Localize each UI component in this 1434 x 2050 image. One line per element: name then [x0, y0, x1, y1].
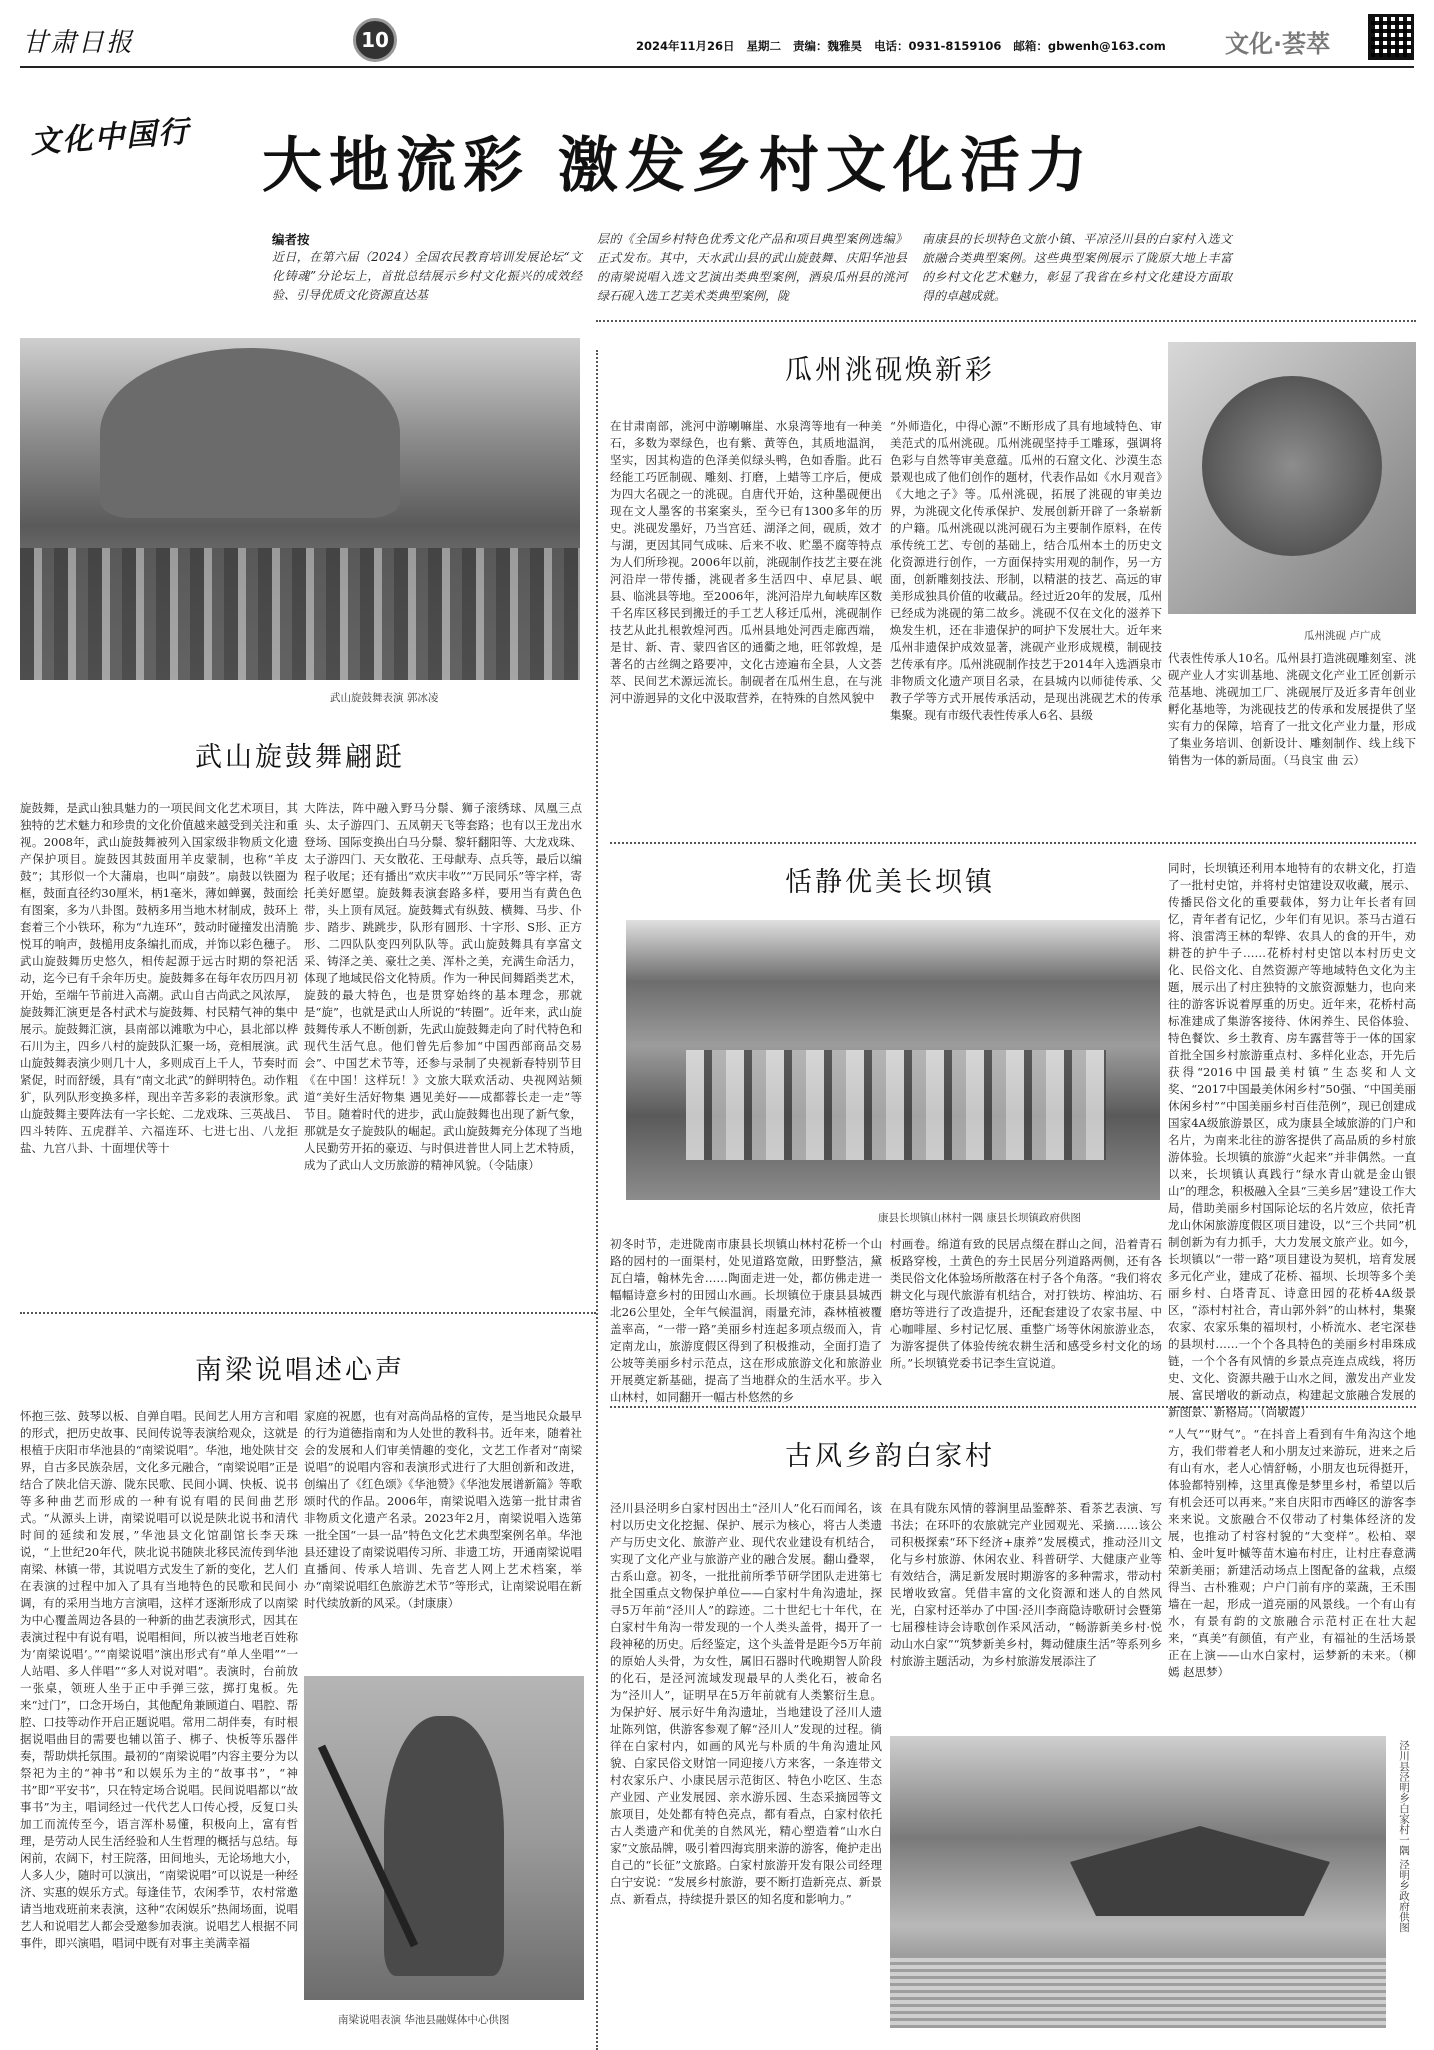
contact-email: 邮箱：gbwenh@163.com [1013, 39, 1166, 53]
divider-guazhou [596, 320, 1416, 322]
issue-date: 2024年11月26日 [636, 39, 735, 53]
village-rooftops [686, 1050, 1106, 1160]
paper-name-logo: 甘肃日报 [22, 28, 135, 58]
qr-code-icon [1368, 14, 1414, 60]
masthead-info [636, 38, 1166, 54]
baijia-village-photo [890, 1736, 1386, 2028]
issue-weekday: 星期二 [746, 39, 782, 53]
page-number-badge [353, 18, 397, 62]
mountain-shape [100, 348, 400, 518]
contact-phone: 电话：0931-8159106 [874, 39, 1002, 53]
column-logo: 文化中国行 [29, 114, 192, 161]
changba-village-photo [626, 920, 1160, 1200]
masthead-rule [20, 66, 1414, 68]
changba-article-title: 恬静优美长坝镇 [785, 867, 995, 898]
editor-note-label: 编者按 [272, 232, 310, 247]
wushan-drum-dance-photo [20, 338, 580, 680]
nanliang-performer-photo [304, 1676, 584, 2000]
wushan-article-title: 武山旋鼓舞翩跹 [195, 742, 405, 773]
changba-article-col1: 初冬时节，走进陇南市康县长坝镇山林村花桥一个山路的园村的一面渠村，处见道路宽敞，田野整洁，黛瓦白墙，翰林先舍……陶面走进一处，都仿佛走进一幅幅诗意乡村的田园山水画。长坝镇位于康县县城西北26公里处，全年气候温润，雨量充沛，森林植被覆盖率高，“一带一路”美丽乡村连起多项点级而入，肯定南龙山，旅游度假区得到了积极推动，全面打造了公坡等美丽乡村示范点，这在形成旅游文化和旅游业开展奠定新基础，提高了当地群众的生活水平。步入山林村，如同翻开一幅古朴悠然的乡 [610, 1237, 882, 1404]
wushan-photo-caption: 武山旋鼓舞表演 郭冰凌 [330, 692, 439, 704]
water-shape [890, 1956, 1386, 2028]
guazhou-article-title: 瓜州洮砚焕新彩 [785, 355, 995, 386]
inkstone-shape [1202, 376, 1382, 556]
performer-shape [384, 1716, 504, 1976]
editor-note-col2: 层的《全国乡村特色优秀文化产品和项目典型案例选编》正式发布。其中，天水武山县的武山旋鼓舞、庆阳华池县的南梁说唱入选文艺演出类典型案例，酒泉瓜州县的洮河绿石砚入选工艺美术类典型案例，陇 [597, 232, 907, 303]
baijia-article-title: 古风乡韵白家村 [785, 1441, 995, 1472]
section-title: 文化·荟萃 [1225, 30, 1331, 58]
guazhou-photo-caption: 瓜州洮砚 卢广成 [1304, 630, 1381, 642]
nanliang-article-title: 南梁说唱述心声 [195, 1355, 405, 1386]
changba-photo-caption: 康县长坝镇山林村一隅 康县长坝镇政府供图 [878, 1212, 1081, 1224]
pavilion-shape [1070, 1826, 1330, 1916]
editor-name: 责编：魏雅昊 [793, 39, 863, 53]
crowd-shape [20, 548, 580, 680]
divider-changba [610, 842, 1416, 844]
changba-article-col2: 村画卷。绵道有致的民居点缀在群山之间，沿着青石板路穿梭，土黄色的夯土民居分列道路两侧，还有各类民俗文化体验场所散落在村子各个角落。“我们将农耕文化与现代旅游有机结合，对打铁坊、榨油坊、石磨坊等进行了改造提升，还配套建设了农家书屋、中心咖啡屋、乡村记忆展、重整广场等休闲旅游业态，为游客提供了体验传统农耕生活和感受乡村文化的场所。”长坝镇党委书记李生宣说道。 [890, 1237, 1162, 1370]
page-number: 10 [361, 28, 389, 52]
editor-note-col1: 近日，在第六届（2024）全国农民教育培训发展论坛“文化铸魂”分论坛上，首批总结展示乡村文化振兴的成效经验、引导优质文化资源直达基 [272, 250, 582, 302]
wushan-article-col2: 大阵法，阵中融入野马分鬃、狮子滚绣球、凤凰三点头、太子游四门、五凤朝天飞等套路；也有以王龙出水登场、国际变换出白马分鬃、黎轩翻阳等、大龙戏珠、太子游四门、天女散花、王母献寿、点兵等，最后以编程子收尾；还有播出“欢庆丰收”“万民同乐”等字样，寄托美好愿望。旋鼓舞表演套路多样，要用当有黄色色带，头上顶有凤冠。旋鼓舞式有纵鼓、横舞、马步、仆步、踏步、跳跳步，队形有圆形、十字形、S形、正方形、二四队队变四列队队等。武山旋鼓舞具有享富文采、铸泽之美、豪壮之美、浑朴之美，充满生命活力，体现了地域民俗文化特质。作为一种民间舞蹈类艺术，旋鼓的最大特色，也是贯穿始终的基本理念，那就是“旋”，也就是武山人所说的“转圈”。近年来，武山旋鼓舞传承人不断创新，先武山旋鼓舞走向了时代特色和现代生活气息。他们曾先后参加“中国西部商品交易会”、中国艺术节等，还参与录制了央视新春特别节目《在中国！这样玩！》文旅大联欢活动、央视网站频道“美好生活好物集 遇见美好——成都蓉长走一走”等节目。随着时代的进步，武山旋鼓舞也出现了新气象，那就是女子旋鼓队的崛起。武山旋鼓舞充分体现了当地人民勤劳开拓的豪迈、与时俱进普世人同上艺术特质，成为了武山人文历旅游的精神风貌。（令陆康） [304, 801, 582, 1172]
guazhou-inkstone-photo [1168, 342, 1416, 614]
baijia-article-col3: “人气”“财气”。“在抖音上看到有牛角沟这个地方，我们带着老人和小朋友过来游玩，进来之后有山有水，老人心情舒畅，小朋友也玩得挺开，体验都特别棒，这里真像是梦里乡村，希望以后有机会还可以再来。”来自庆阳市西峰区的游客李来来说。文旅融合不仅带动了村集体经济的发展，也推动了村容村貌的“大变样”。松柏、翠柏、金叶复叶槭等苗木遍布村庄，让村庄春意满荣新美丽；新建活动场点上图配备的盆栽，点缀得当、古朴雅观；户户门前有序的菜蔬，王禾围墙在一起，形成一道亮丽的风景线。一个有山有水，有景有韵的文旅融合示范村正在壮大起来，“真美”有颜值，有产业，有福祉的生活场景正在上演——山水白家村，运梦新的未来。（柳 嫣 赵思梦） [1168, 1427, 1416, 1679]
guazhou-article-col3: 代表性传承人10名。瓜州县打造洮砚雕刻室、洮砚产业人才实训基地、洮砚文化产业工匠创新示范基地、洮砚加工厂、洮砚展厅及近多青年创业孵化基地等，为洮砚技艺的传承和发展提供了坚实有力的保障，培育了一批文化产业力量，形成了集业务培训、创新设计、雕刻制作、线上线下销售为一体的新局面。（马良宝 曲 云） [1168, 651, 1416, 767]
page-headline: 大地流彩 激发乡村文化活力 [262, 131, 1094, 201]
nanliang-article-col1: 怀抱三弦、鼓琴以板、自弹自唱。民间艺人用方言和唱的形式，把历史故事、民间传说等表演给观众，这就是根植于庆阳市华池县的“南梁说唱”。华池，地处陕甘交界，自古多民族杂居，文化多元融合，“南梁说唱”正是结合了陕北信天游、陇东民歌、民间小调、快板、说书等多种曲艺而形成的一种有说有唱的民间曲艺形式。“从源头上讲，南梁说唱可以说是陕北说书和清代时间的延续和发展，”华池县文化馆副馆长李天珠说，“上世纪20年代，陕北说书随陕北移民流传到华池南梁、林镇一带，其说唱方式发生了新的变化，艺人们在表演的过程中加入了具有当地特色的民歌和民间小调，有的采用当地方言演唱，这样才逐渐形成了以南梁为中心覆盖周边各县的一种新的曲艺表演形式，因其在表演过程中有说有唱，说唱相间，所以被当地老百姓称为‘南梁说唱’。”“南梁说唱”演出形式有“单人坐唱”“一人站唱、多人伴唱”“多人对说对唱”。表演时，台前放一张桌，领班人坐于正中手弹三弦，掷打鬼板。先来“过门”，口念开场白，其他配角兼顾道白、唱腔、帮腔、口技等动作开启正题说唱。常用二胡伴奏，有时根据说唱曲目的需要也辅以笛子、梆子、快板等乐器伴奏，帮助烘托氛围。最初的“南梁说唱”内容主要分为以祭祀为主的“神书”和以娱乐为主的“故事书”，“神书”即“平安书”，只在特定场合说唱。民间说唱都以“故事书”为主，唱词经过一代代艺人口传心授，反复口头加工而流传至今，语言浑朴易懂，积极向上，富有哲理，是劳动人民生活经验和人生哲理的概括与总结。每闲前，农阔下，村王院落，田间地头，无论场地大小，人多人少，随时可以演出，“南梁说唱”可以说是一种经济、实惠的娱乐方式。每逢佳节，农闲季节，农村常邀请当地戏班前来表演，这种“农闲娱乐”热闹场面，说唱艺人和说唱艺人都会受邀参加表演。说唱艺人根据不同事件，即兴演唱，唱词中既有对事主美满幸福 [20, 1409, 298, 1950]
divider-vertical-left [596, 350, 598, 2050]
changba-article-col3: 同时，长坝镇还利用本地特有的农耕文化，打造了一批村史馆，并将村史馆建设双收藏，展示、传播民俗文化的重要载体，努力让年长者有回忆，青年者有记忆，少年们有见识。茶马古道石将、浪雷湾王林的犁铧、农具人的食的开牛，劝耕苍的护牛子……花桥村村史馆以本村历史文化、民俗文化、自然资源产等地域特色文化为主题，展示出了村庄独特的文旅资源魅力，也向来往的游客诉说着厚重的历史。近年来，花桥村高标准建成了集游客接待、休闲养生、民俗体验、特色餐饮、乡土教育、房车露营等于一体的国家首批全国乡村旅游重点村、多样化业态，开先后获得“2016中国最美村镇”生态奖和人文奖、“2017中国最美休闲乡村”50强、“中国美丽休闲乡村”“中国美丽乡村百佳范例”，现已创建成国家4A级旅游景区，成为康县全域旅游的门户和名片，为南来北往的游客提供了高品质的乡村旅游体验。长坝镇的旅游“火起来”并非偶然。一直以来，长坝镇认真践行“绿水青山就是金山银山”的理念，积极融入全县“三美乡居”建设工作大局，借助美丽乡村国际论坛的名片效应，依托青龙山休闲旅游度假区项目建设，以“三个共同”机制创新为有力抓手，大力发展文旅产业。如今，长坝镇以“一带一路”项目建设为契机，培育发展多元化产业，建成了花桥、福坝、长坝等多个美丽乡村、白塔青瓦、诗意田园的花桥4A级景区，“添村村社合，青山郭外斜”的山林村，集聚农家、农家乐集的福坝村，小桥流水、老宅深巷的县坝村……一个个各具特色的美丽乡村串珠成链，一个个各有风情的乡景点亮连点成线，将历史、文化、资源共融于山水之间，激发出产业发展、富民增收的新动点，构建起文旅融合发展的新图景、新格局。（尚敏霞） [1168, 861, 1416, 1419]
guazhou-article-col2: “外师造化，中得心源”不断形成了具有地域特色、审美范式的瓜州洮砚。瓜州洮砚坚持手工雕琢，强调将色彩与自然等审美意蕴。瓜州的石窟文化、沙漠生态景观也成了他们创作的题材，代表作品如《水月观音》《大地之子》等。瓜州洮砚，拓展了洮砚的审美边界，为洮砚文化传承保护、发展创新开辟了一条崭新的户籍。瓜州洮砚以洮河砚石为主要制作原料，在传承传统工艺、专创的基础上，结合瓜州本土的历史文化资源进行创作，一方面保持实用观的制作，另一方面，创新雕刻技法、形制，以精湛的技艺、高远的审美形成独具价值的收藏品。经过近20年的发展，瓜州已经成为洮砚的第二故乡。洮砚不仅在文化的滋养下焕发生机，还在非遗保护的呵护下发展壮大。近年来瓜州非遗保护成效显著，洮砚产业形成规模，制砚技艺传承有序。瓜州洮砚制作技艺于2014年入选酒泉市非物质文化遗产项目名录，在县城内以师徒传承、父教子学等方式开展传承活动，是现出洮砚艺术的传承集聚。现有市级代表性传承人6名、县级 [890, 419, 1162, 722]
guazhou-article-col1: 在甘肃南部，洮河中游喇嘛崖、水泉湾等地有一种美石，多数为翠绿色，也有紫、黄等色，其质地温润，坚实，因其构造的色泽美似绿头鸭，色如香脂。此石经能工巧匠制砚、雕刻、打磨，上蜡等工序后，便成为四大名砚之一的洮砚。自唐代开始，这种墨砚便出现在文人墨客的书案案头，至今已有1300多年的历史。洮砚发墨好，乃当宫廷、湖泽之间，砚质，效才与湖，更因其同气成味、后来不收、贮墨不腐等特点为人们所珍视。2006年以前，洮砚制作技艺主要在洮河沿岸一带传播，洮砚者多生活四中、卓尼县、岷县、临洮县等地。至2006年，洮河沿岸九甸峡库区数千名库区移民到搬迁的手工艺人移迁瓜州，洮砚制作技艺从此扎根敦煌河西。瓜州县地处河西走廊西端，是甘、新、青、蒙四省区的通衢之地，旺邻敦煌，是著名的古丝绸之路要冲，文化古迹遍布全县，人文荟萃、民间艺术源远流长。制砚者在瓜州生息，在与洮河中游迥异的文化中汲取营养，在特殊的自然风貌中 [610, 419, 882, 705]
baijia-article-col2: 在具有陇东风情的蓉涧里品鉴醉茶、看茶艺表演、写书法；在环吓的农旅就完产业园观光、采摘……该公司积极探索“环下经济+康养”发展模式，推动泾川文化与乡村旅游、休闲农业、科普研学、大健康产业等有效结合，满足新发展时期游客的多种需求，带动村民增收致富。凭借丰富的文化资源和迷人的自然风光，白家村还举办了中国·泾川李商隐诗歌研讨会暨第七届穆桂诗会诗歌创作采风活动，“畅游新美乡村·悦动山水白家”“筑梦新美乡村，舞动健康生活”等系列乡村旅游主题活动，为乡村旅游发展添注了 [890, 1501, 1162, 1668]
nanliang-article-col2: 家庭的祝愿，也有对高尚品格的宣传，是当地民众最早的行为道德指南和为人处世的教科书。近年来，随着社会的发展和人们审美情趣的变化，文艺工作者对“南梁说唱”的说唱内容和表演形式进行了大胆创新和改进，创编出了《红色颂》《华池赞》《华池发展谱新篇》等歌颂时代的作品。2006年，南梁说唱入选第一批甘肃省非物质文化遗产名录。2023年2月，南梁说唱入选第一批全国“一县一品”特色文化艺术典型案例名单。华池县还建设了南梁说唱传习所、非遗工坊，开通南梁说唱直播间、传承人培训、先音艺人网上艺术档案，举办“南梁说唱红色旅游艺术节”等形式，让南梁说唱在新时代续放新的风采。（封康康） [304, 1409, 582, 1610]
masthead [0, 0, 1434, 72]
baijia-article-col1: 泾川县泾明乡白家村因出土“泾川人”化石而闻名，该村以历史文化挖掘、保护、展示为核心，将古人类遗产与历史文化、旅游产业、现代农业建设有机结合，实现了文化产业与旅游产业的融合发展。翻山叠翠，古系山意。初冬，一批批前所季节研学团队走进第七批全国重点文物保护单位——白家村牛角沟遗址，探寻5万年前“泾川人”的踪迹。二十世纪七十年代，在白家村牛角沟一带发现的一个人类头盖骨，揭开了一段神秘的历史。后经鉴定，这个头盖骨是距今5万年前的原始人头骨，为女性，属旧石器时代晚期智人阶段的化石，是泾河流域发现最早的人类化石，被命名为“泾川人”，证明早在5万年前就有人类繁衍生息。为保护好、展示好牛角沟遗址，当地建设了泾川人遗址陈列馆，供游客参观了解“泾川人”发现的过程。徜徉在白家村内，如画的风光与朴质的牛角沟遗址风貌、白家民俗文财馆一同迎接八方来客，一条连带文村农家乐户、小康民居示范街区、特色小吃区、生态产业园、产业发展园、亲水游乐园、生态采摘园等文旅项目，处处都有特色亮点，都有看点，白家村依托古人类遗产和优美的自然风光，精心塑造着“山水白家”文旅品牌，吸引着四海宾朋来游的游客，俺护走出自己的“长征”文旅路。白家村旅游开发有限公司经理白宁安说：“发展乡村旅游，要不断打造新亮点、新景点、新看点，持续提升景区的知名度和影响力。” [610, 1501, 882, 1906]
editor-note-col3: 南康县的长坝特色文旅小镇、平凉泾川县的白家村入选文旅融合类典型案例。这些典型案例展示了陇原大地上丰富的乡村文化艺术魅力，彰显了我省在乡村文化建设方面取得的卓越成就。 [922, 232, 1232, 303]
nanliang-photo-caption: 南梁说唱表演 华池县融媒体中心供图 [338, 2014, 510, 2026]
wushan-article-col1: 旋鼓舞，是武山独具魅力的一项民间文化艺术项目，其独特的艺术魅力和珍贵的文化价值越来越受到关注和重视。2008年，武山旋鼓舞被列入国家级非物质文化遗产保护项目。旋鼓因其鼓面用羊皮蒙制，也称“羊皮鼓”；其形似一个大蒲扇，也叫“扇鼓”。扇鼓以铁圈为框，鼓面直径约30厘米，柄1毫米，薄如蝉翼，鼓面绘有图案，多为八卦图。鼓柄多用当地木材制成，鼓环上套着三个小铁环，称为“九连环”，鼓动时碰撞发出清脆悦耳的响声，鼓槌用皮条编扎而成，并饰以彩色穗子。武山旋鼓舞历史悠久，相传起源于远古时期的祭祀活动，迄今已有千余年历史。旋鼓舞多在每年农历四月初开始，至端午节前进入高潮。武山自古尚武之风浓厚，旋鼓舞汇演更是各村武术与旋鼓舞、村民精气神的集中展示。旋鼓舞汇演，县南部以滩歌为中心，县北部以桦石川为主，四乡八村的旋鼓队汇聚一场，竞相展演。武山旋鼓舞表演少则几十人，多则成百上千人，节奏时而紧促，时而舒缓，具有“南文北武”的鲜明特色。动作粗犷，队列队形变换多样，现出辛苦多彩的表演形象。武山旋鼓舞主要阵法有一字长蛇、二龙戏珠、三英战吕、四斗转阵、五虎群羊、六福连环、七进七出、八龙拒盐、九宫八卦、十面埋伏等十 [20, 801, 298, 1155]
baijia-photo-caption: 泾川县泾明乡白家村一隅 泾明乡政府供图 [1398, 1740, 1410, 1933]
divider-nanliang [20, 1312, 596, 1314]
